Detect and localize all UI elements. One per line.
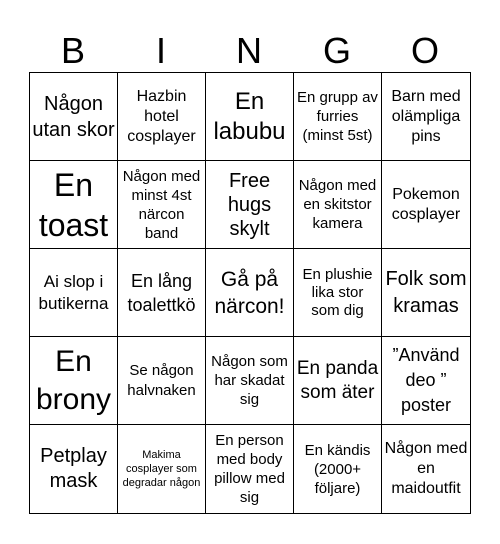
cell-text: En toast — [38, 166, 109, 243]
header-letter-i: I — [155, 30, 166, 71]
bingo-cell[interactable] — [294, 249, 382, 337]
bingo-cell[interactable] — [206, 425, 294, 513]
cell-text: Gå på närcon! — [214, 267, 285, 318]
cell-text: En panda som äter — [296, 357, 379, 403]
cell-text: En brony — [35, 344, 112, 416]
bingo-cell[interactable] — [30, 425, 118, 513]
bingo-cell[interactable] — [118, 161, 206, 249]
cell-text: En kändis (2000+ följare) — [304, 441, 371, 497]
header-letter-b: B — [60, 30, 85, 71]
bingo-cell[interactable] — [30, 161, 118, 249]
bingo-cell[interactable] — [294, 337, 382, 425]
bingo-cell[interactable] — [382, 425, 470, 513]
cell-text: Någon med en skitstor kamera — [298, 177, 377, 232]
bingo-cell[interactable] — [382, 337, 470, 425]
cell-text: En grupp av furries (minst 5st) — [297, 89, 378, 144]
cell-text: Någon som har skadat sig — [211, 353, 288, 408]
bingo-grid — [29, 72, 471, 514]
bingo-cell[interactable] — [118, 425, 206, 513]
bingo-cell[interactable] — [382, 249, 470, 337]
cell-text: ”Använd deo ” poster — [392, 345, 460, 415]
cell-text: En person med body pillow med sig — [214, 432, 285, 506]
cell-text: En lång toalettkö — [127, 270, 196, 315]
bingo-header — [29, 30, 471, 72]
cell-text: Barn med olämpliga pins — [391, 87, 461, 145]
bingo-cell[interactable] — [382, 161, 470, 249]
bingo-cell[interactable] — [294, 73, 382, 161]
bingo-cell[interactable] — [206, 73, 294, 161]
cell-text: En plushie lika stor som dig — [302, 265, 373, 319]
bingo-cell[interactable] — [118, 337, 206, 425]
header-letter-g: G — [322, 30, 351, 71]
cell-text: Någon med en maidoutfit — [384, 440, 468, 497]
bingo-cell[interactable] — [118, 249, 206, 337]
cell-text: Hazbin hotel cosplayer — [127, 87, 196, 145]
cell-text: Pokemon cosplayer — [391, 185, 461, 223]
cell-text: Ai slop i butikerna — [38, 271, 109, 313]
bingo-cell[interactable] — [382, 73, 470, 161]
bingo-cell[interactable] — [206, 249, 294, 337]
bingo-cell[interactable] — [30, 73, 118, 161]
cell-text: En labubu — [213, 87, 286, 145]
cell-text: Någon utan skor — [32, 92, 115, 141]
bingo-cell[interactable] — [206, 161, 294, 249]
cell-text: Någon med minst 4st närcon band — [122, 167, 201, 242]
header-letter-o: O — [410, 30, 439, 71]
header-letter-n: N — [236, 30, 262, 71]
bingo-cell[interactable] — [294, 425, 382, 513]
cell-text: Se någon halvnaken — [127, 361, 196, 399]
bingo-cell[interactable] — [118, 73, 206, 161]
cell-text: Makima cosplayer som degradar någon — [122, 449, 201, 489]
bingo-cell[interactable] — [30, 337, 118, 425]
cell-text: Free hugs skylt — [227, 169, 272, 240]
bingo-cell[interactable] — [294, 161, 382, 249]
bingo-cell[interactable] — [206, 337, 294, 425]
bingo-cell[interactable] — [30, 249, 118, 337]
cell-text: Petplay mask — [40, 445, 107, 492]
cell-text: Folk som kramas — [385, 267, 467, 317]
